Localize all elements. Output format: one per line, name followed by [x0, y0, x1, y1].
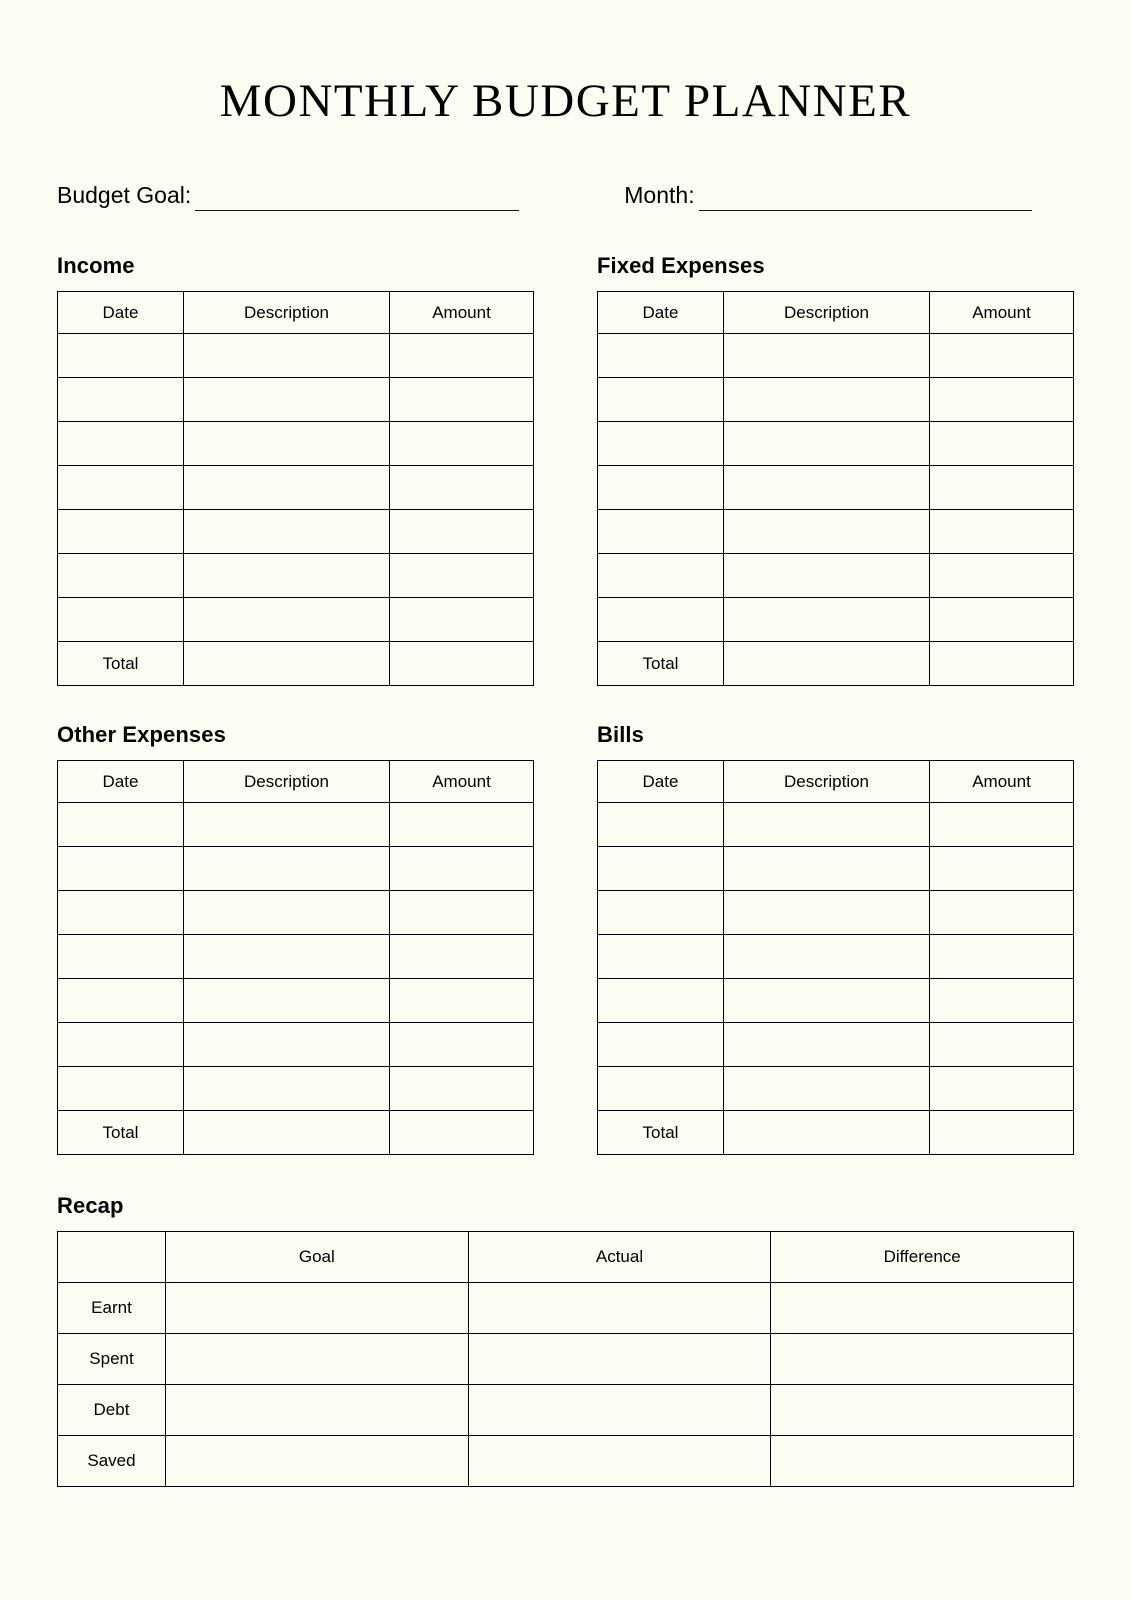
table-header-row	[58, 292, 534, 334]
column-header-actual: Actual	[468, 1232, 771, 1283]
cell-amount[interactable]	[390, 1023, 534, 1067]
month-field	[624, 182, 1031, 211]
income-table	[57, 291, 534, 686]
cell-description[interactable]	[184, 554, 390, 598]
cell-date[interactable]	[58, 378, 184, 422]
cell-goal[interactable]	[166, 1283, 469, 1334]
cell-description[interactable]	[184, 334, 390, 378]
cell-date[interactable]	[598, 803, 724, 847]
cell-description[interactable]	[184, 422, 390, 466]
total-label: Total	[598, 1111, 724, 1155]
cell-description[interactable]	[184, 803, 390, 847]
column-header-date: Date	[58, 761, 184, 803]
cell-actual[interactable]	[468, 1436, 771, 1487]
column-header-date: Date	[598, 761, 724, 803]
cell-amount[interactable]	[930, 1067, 1074, 1111]
cell-description[interactable]	[724, 378, 930, 422]
table-row	[58, 847, 534, 891]
cell-date[interactable]	[58, 803, 184, 847]
cell-description[interactable]	[184, 510, 390, 554]
total-label: Total	[598, 642, 724, 686]
cell-amount[interactable]	[390, 891, 534, 935]
column-header-description: Description	[184, 292, 390, 334]
recap-table	[57, 1231, 1074, 1487]
table-row	[58, 1436, 1074, 1487]
cell-description[interactable]	[184, 598, 390, 642]
cell-amount[interactable]	[390, 554, 534, 598]
cell-description[interactable]	[724, 891, 930, 935]
cell-amount[interactable]	[390, 1067, 534, 1111]
budget-goal-input[interactable]	[195, 184, 519, 211]
cell-description[interactable]	[724, 334, 930, 378]
section-title-income: Income	[57, 253, 135, 278]
total-description[interactable]	[184, 1111, 390, 1155]
cell-amount[interactable]	[390, 803, 534, 847]
cell-description[interactable]	[184, 979, 390, 1023]
section-title-other-expenses: Other Expenses	[57, 722, 226, 747]
other-expenses-table	[57, 760, 534, 1155]
row-label-debt: Debt	[58, 1385, 166, 1436]
cell-date[interactable]	[598, 979, 724, 1023]
fixed-expenses-table-block	[597, 291, 1074, 686]
table-header-row	[58, 761, 534, 803]
cell-date[interactable]	[598, 510, 724, 554]
cell-date[interactable]	[598, 422, 724, 466]
cell-date[interactable]	[598, 554, 724, 598]
table-total-row	[58, 642, 534, 686]
cell-date[interactable]	[58, 510, 184, 554]
column-header-date: Date	[58, 292, 184, 334]
cell-amount[interactable]	[390, 847, 534, 891]
cell-description[interactable]	[184, 378, 390, 422]
cell-date[interactable]	[58, 466, 184, 510]
cell-amount[interactable]	[390, 979, 534, 1023]
cell-description[interactable]	[724, 510, 930, 554]
column-header-amount: Amount	[390, 761, 534, 803]
cell-date[interactable]	[598, 334, 724, 378]
cell-date[interactable]	[58, 1023, 184, 1067]
row-label-saved: Saved	[58, 1436, 166, 1487]
bills-table-block	[597, 760, 1074, 1155]
table-row	[58, 422, 534, 466]
table-row	[598, 935, 1074, 979]
cell-description[interactable]	[184, 466, 390, 510]
table-row	[58, 803, 534, 847]
table-total-row	[58, 1111, 534, 1155]
cell-actual[interactable]	[468, 1334, 771, 1385]
table-row	[598, 334, 1074, 378]
total-amount[interactable]	[930, 1111, 1074, 1155]
income-table-block	[57, 291, 534, 686]
cell-description[interactable]	[724, 598, 930, 642]
cell-amount[interactable]	[390, 510, 534, 554]
cell-description[interactable]	[724, 979, 930, 1023]
cell-amount[interactable]	[390, 378, 534, 422]
row-label-earnt: Earnt	[58, 1283, 166, 1334]
table-row	[58, 334, 534, 378]
cell-date[interactable]	[58, 422, 184, 466]
cell-amount[interactable]	[390, 334, 534, 378]
table-row	[598, 1067, 1074, 1111]
cell-description[interactable]	[724, 935, 930, 979]
cell-goal[interactable]	[166, 1385, 469, 1436]
column-header-amount: Amount	[390, 292, 534, 334]
table-row	[58, 378, 534, 422]
table-row	[598, 847, 1074, 891]
table-row	[598, 598, 1074, 642]
month-input[interactable]	[699, 184, 1032, 211]
section-title-fixed-expenses: Fixed Expenses	[597, 253, 765, 278]
total-amount[interactable]	[930, 642, 1074, 686]
cell-description[interactable]	[724, 847, 930, 891]
table-row	[598, 979, 1074, 1023]
total-description[interactable]	[724, 642, 930, 686]
total-description[interactable]	[184, 642, 390, 686]
column-header-blank	[58, 1232, 166, 1283]
table-total-row	[598, 642, 1074, 686]
page-title: MONTHLY BUDGET PLANNER	[219, 75, 912, 127]
cell-amount[interactable]	[930, 891, 1074, 935]
cell-description[interactable]	[184, 1023, 390, 1067]
table-row	[58, 935, 534, 979]
cell-description[interactable]	[724, 466, 930, 510]
table-row	[58, 1023, 534, 1067]
cell-date[interactable]	[58, 1067, 184, 1111]
cell-date[interactable]	[598, 598, 724, 642]
cell-amount[interactable]	[390, 598, 534, 642]
total-label: Total	[58, 642, 184, 686]
table-row	[58, 598, 534, 642]
table-header-row	[598, 292, 1074, 334]
total-amount[interactable]	[390, 642, 534, 686]
table-row	[598, 1023, 1074, 1067]
tables-grid	[57, 253, 1074, 1155]
cell-date[interactable]	[598, 466, 724, 510]
table-row	[58, 1067, 534, 1111]
cell-amount[interactable]	[930, 803, 1074, 847]
cell-amount[interactable]	[930, 979, 1074, 1023]
table-row	[58, 1385, 1074, 1436]
table-row	[58, 554, 534, 598]
cell-date[interactable]	[598, 1067, 724, 1111]
column-header-amount: Amount	[930, 292, 1074, 334]
section-title-bills: Bills	[597, 722, 644, 747]
table-total-row	[598, 1111, 1074, 1155]
cell-description[interactable]	[184, 847, 390, 891]
table-row	[58, 979, 534, 1023]
cell-date[interactable]	[58, 847, 184, 891]
cell-goal[interactable]	[166, 1334, 469, 1385]
table-row	[598, 422, 1074, 466]
cell-difference[interactable]	[771, 1334, 1074, 1385]
cell-difference[interactable]	[771, 1283, 1074, 1334]
cell-date[interactable]	[598, 891, 724, 935]
cell-description[interactable]	[724, 1023, 930, 1067]
column-header-description: Description	[184, 761, 390, 803]
cell-actual[interactable]	[468, 1283, 771, 1334]
cell-date[interactable]	[598, 378, 724, 422]
cell-date[interactable]	[58, 554, 184, 598]
total-amount[interactable]	[390, 1111, 534, 1155]
table-row	[598, 378, 1074, 422]
column-header-description: Description	[724, 761, 930, 803]
cell-amount[interactable]	[930, 847, 1074, 891]
cell-description[interactable]	[184, 891, 390, 935]
table-header-row	[58, 1232, 1074, 1283]
cell-date[interactable]	[58, 598, 184, 642]
cell-amount[interactable]	[390, 935, 534, 979]
cell-description[interactable]	[724, 554, 930, 598]
cell-date[interactable]	[58, 891, 184, 935]
cell-actual[interactable]	[468, 1385, 771, 1436]
table-row	[58, 510, 534, 554]
table-row	[58, 466, 534, 510]
cell-amount[interactable]	[930, 378, 1074, 422]
cell-description[interactable]	[184, 1067, 390, 1111]
cell-description[interactable]	[724, 803, 930, 847]
other-expenses-table-block	[57, 760, 534, 1155]
cell-date[interactable]	[598, 935, 724, 979]
cell-amount[interactable]	[930, 1023, 1074, 1067]
table-row	[598, 803, 1074, 847]
cell-amount[interactable]	[930, 466, 1074, 510]
right-column	[597, 253, 1074, 1155]
cell-amount[interactable]	[930, 334, 1074, 378]
table-row	[598, 510, 1074, 554]
meta-row	[57, 182, 1074, 211]
cell-description[interactable]	[184, 935, 390, 979]
cell-amount[interactable]	[390, 466, 534, 510]
cell-date[interactable]	[598, 847, 724, 891]
cell-difference[interactable]	[771, 1436, 1074, 1487]
cell-amount[interactable]	[930, 510, 1074, 554]
budget-goal-label: Budget Goal:	[57, 182, 192, 208]
table-header-row	[598, 761, 1074, 803]
cell-date[interactable]	[58, 334, 184, 378]
budget-goal-field	[57, 182, 519, 211]
cell-date[interactable]	[598, 1023, 724, 1067]
cell-goal[interactable]	[166, 1436, 469, 1487]
row-label-spent: Spent	[58, 1334, 166, 1385]
month-label: Month:	[624, 182, 695, 208]
table-row	[598, 891, 1074, 935]
cell-difference[interactable]	[771, 1385, 1074, 1436]
table-row	[58, 1283, 1074, 1334]
column-header-difference: Difference	[771, 1232, 1074, 1283]
column-header-goal: Goal	[166, 1232, 469, 1283]
table-row	[58, 1334, 1074, 1385]
cell-description[interactable]	[724, 1067, 930, 1111]
cell-amount[interactable]	[390, 422, 534, 466]
table-row	[58, 891, 534, 935]
fixed-expenses-table	[597, 291, 1074, 686]
cell-date[interactable]	[58, 979, 184, 1023]
cell-amount[interactable]	[930, 598, 1074, 642]
cell-description[interactable]	[724, 422, 930, 466]
column-header-amount: Amount	[930, 761, 1074, 803]
total-description[interactable]	[724, 1111, 930, 1155]
cell-date[interactable]	[58, 935, 184, 979]
column-header-date: Date	[598, 292, 724, 334]
table-row	[598, 466, 1074, 510]
cell-amount[interactable]	[930, 422, 1074, 466]
left-column	[57, 253, 534, 1155]
bills-table	[597, 760, 1074, 1155]
cell-amount[interactable]	[930, 935, 1074, 979]
section-title-recap: Recap	[57, 1193, 124, 1218]
cell-amount[interactable]	[930, 554, 1074, 598]
total-label: Total	[58, 1111, 184, 1155]
column-header-description: Description	[724, 292, 930, 334]
table-row	[598, 554, 1074, 598]
